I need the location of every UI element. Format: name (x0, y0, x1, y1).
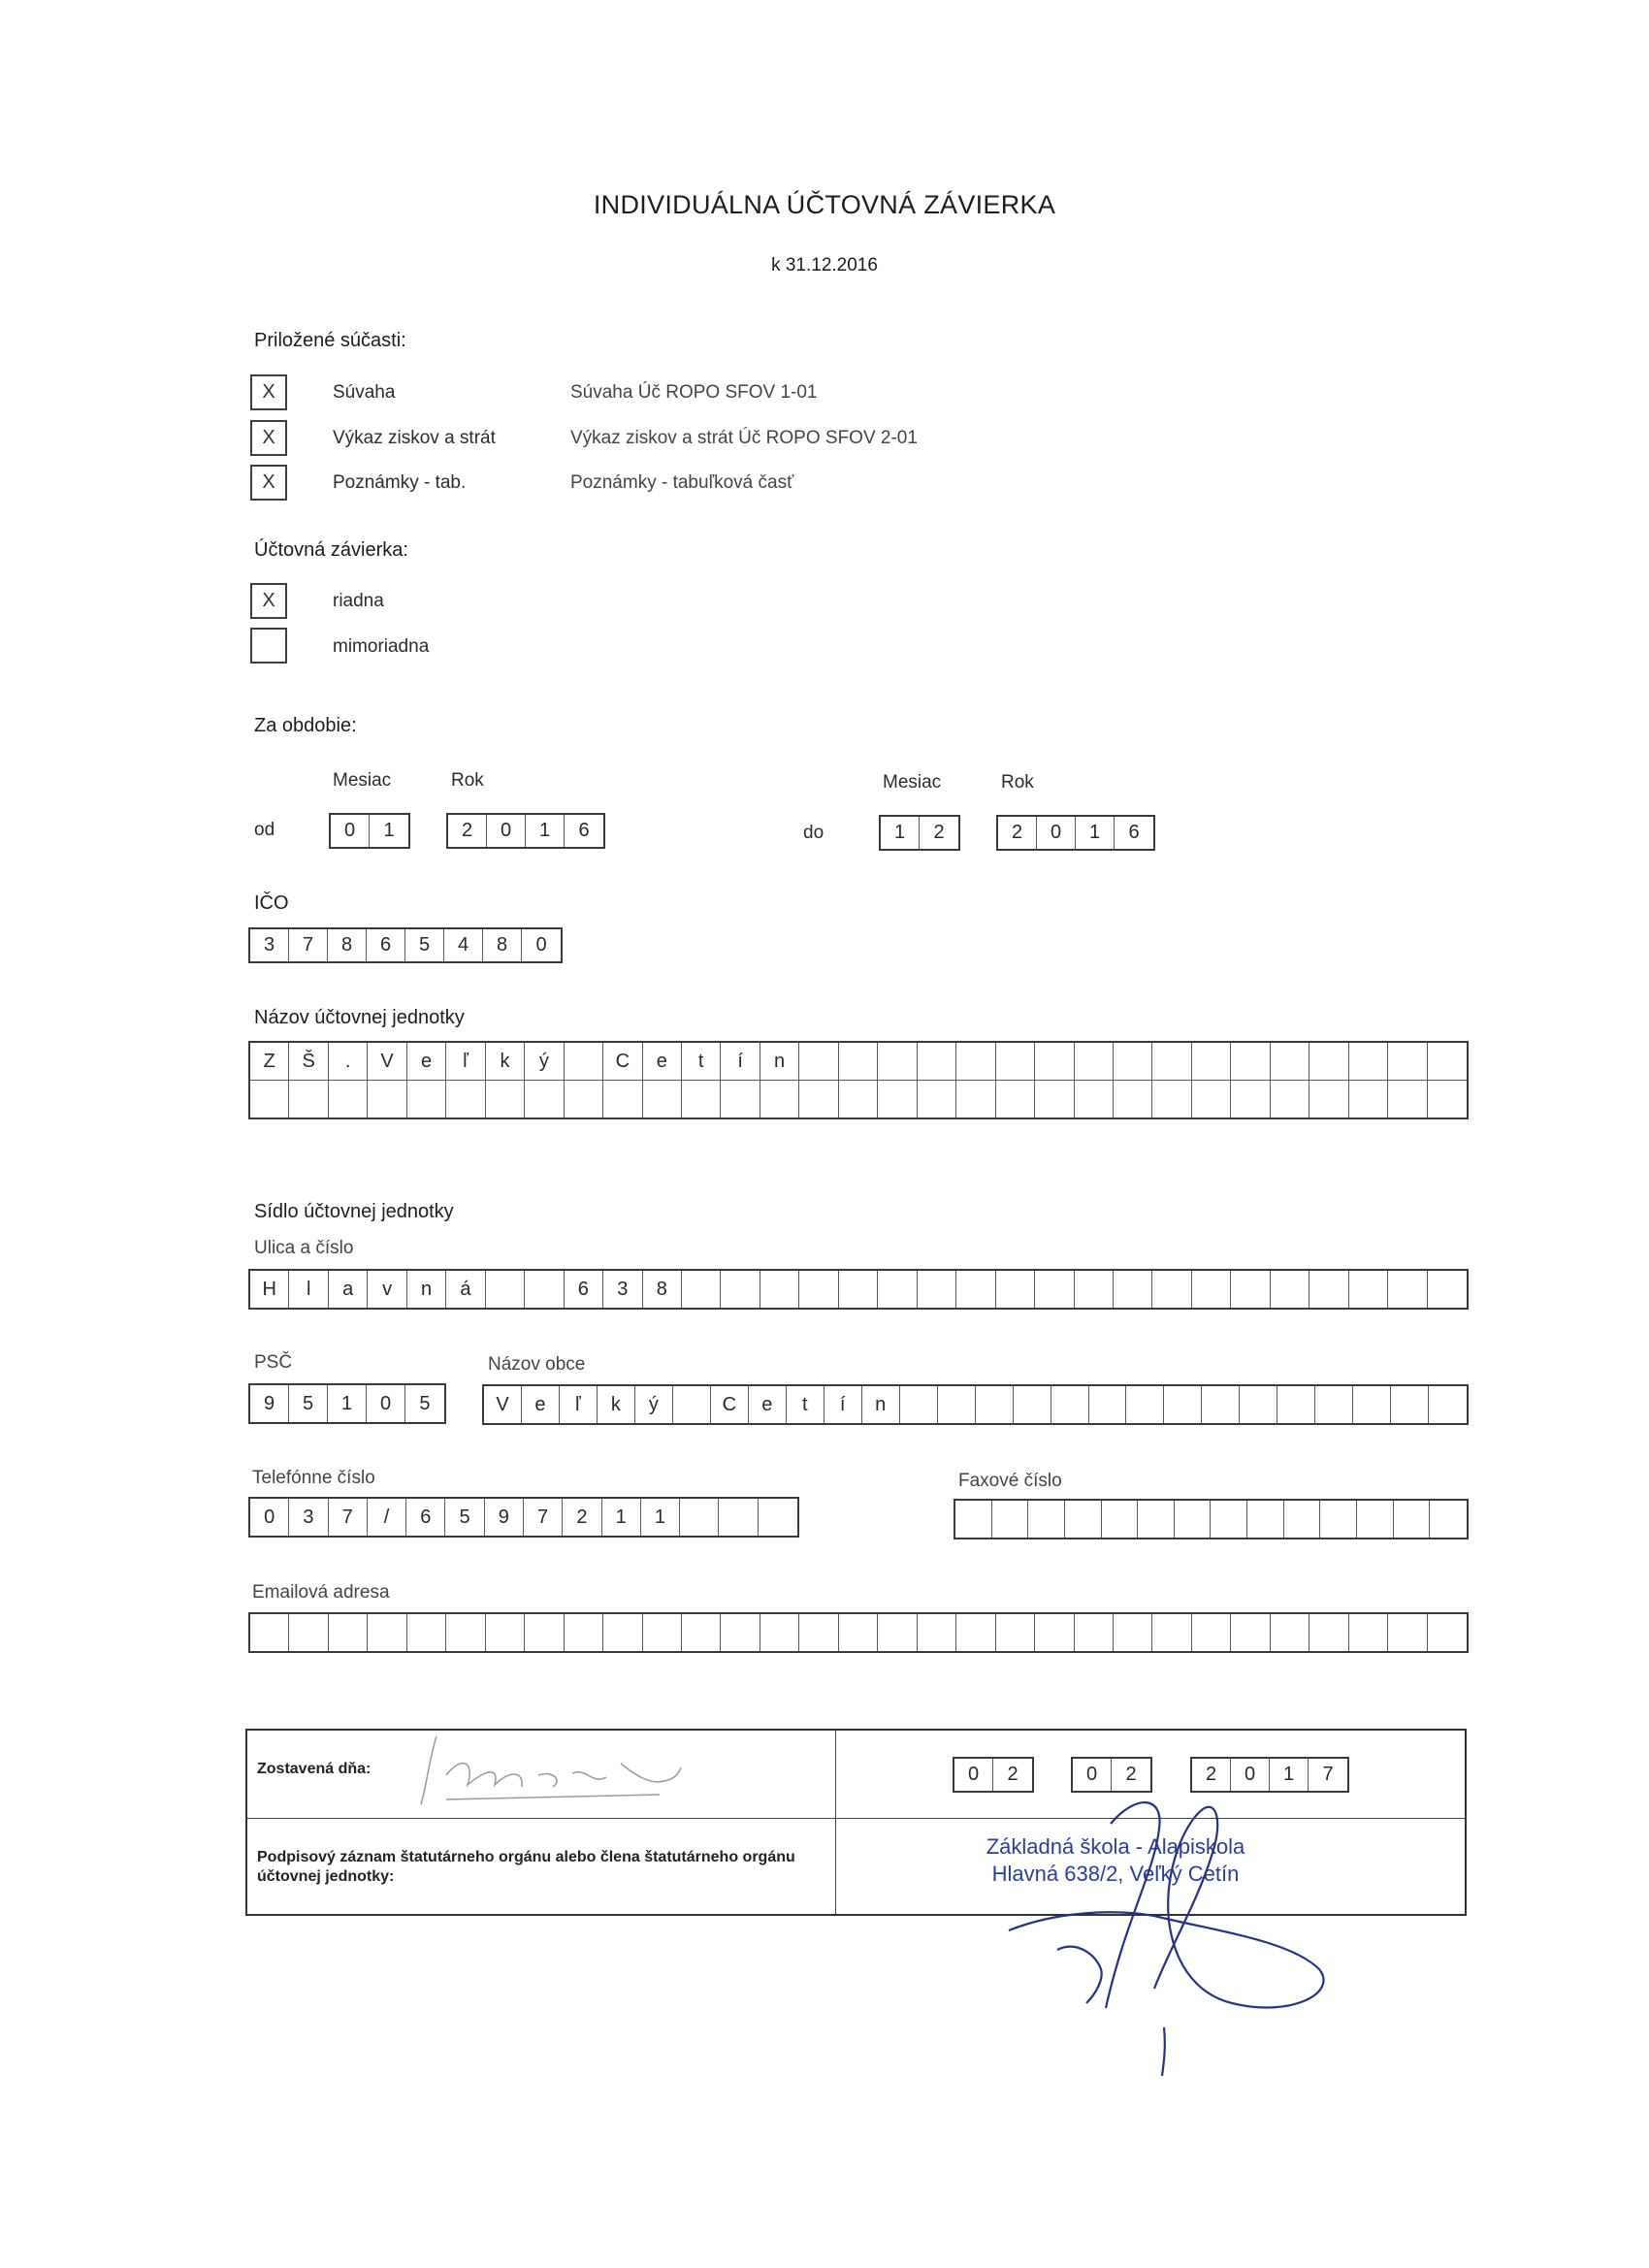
char-cell (1310, 1614, 1348, 1651)
char-cell (1428, 1614, 1467, 1651)
char-cell: í (824, 1386, 862, 1423)
street-field[interactable] (248, 1269, 1469, 1310)
char-cell: 5 (445, 1499, 484, 1536)
char-cell: e (522, 1386, 560, 1423)
char-cell (955, 1501, 992, 1538)
char-cell (565, 1614, 603, 1651)
char-cell (976, 1386, 1014, 1423)
char-cell (760, 1614, 799, 1651)
signature-record-label: Podpisový záznam štatutárneho orgánu alebo člena štatutárneho orgánu účtovnej jednotky: (257, 1849, 795, 1885)
char-cell: í (721, 1043, 760, 1080)
char-cell: 0 (487, 815, 526, 847)
char-cell (1247, 1501, 1284, 1538)
char-cell (1240, 1386, 1277, 1423)
char-cell (486, 1271, 525, 1308)
attachments-label: Priložené súčasti: (254, 330, 406, 351)
char-cell (1051, 1386, 1089, 1423)
char-cell (878, 1614, 917, 1651)
to-month-label: Mesiac (883, 772, 942, 793)
char-cell (1035, 1614, 1074, 1651)
char-cell (680, 1499, 719, 1536)
checkbox-vykaz[interactable]: X (250, 420, 287, 456)
char-cell (1394, 1501, 1431, 1538)
char-cell (329, 1081, 368, 1118)
checkbox-mimoriadna[interactable] (250, 628, 287, 664)
char-cell: 6 (578, 820, 590, 841)
char-cell (1114, 1614, 1152, 1651)
char-cell (996, 1271, 1035, 1308)
char-cell (799, 1271, 838, 1308)
char-cell (900, 1386, 938, 1423)
char-cell: 4 (444, 929, 483, 961)
char-cell: 0 (954, 1759, 993, 1791)
char-cell (1310, 1081, 1348, 1118)
char-cell: 2 (1192, 1759, 1231, 1791)
char-cell: e (643, 1043, 682, 1080)
char-cell (1126, 1386, 1164, 1423)
char-cell: n (407, 1271, 446, 1308)
char-cell (407, 1614, 446, 1651)
char-cell (799, 1614, 838, 1651)
char-cell: 3 (250, 929, 289, 961)
char-cell: t (682, 1043, 721, 1080)
char-cell (956, 1271, 995, 1308)
char-cell (760, 1271, 799, 1308)
char-cell (407, 1081, 446, 1118)
char-cell (1271, 1614, 1310, 1651)
char-cell (759, 1499, 797, 1536)
char-cell (603, 1081, 642, 1118)
char-cell (1035, 1271, 1074, 1308)
attachment-name: Výkaz ziskov a strát (333, 428, 496, 448)
char-cell (1075, 1271, 1114, 1308)
char-cell (721, 1271, 760, 1308)
psc-label: PSČ (254, 1352, 293, 1373)
char-cell (1388, 1081, 1427, 1118)
char-cell (682, 1081, 721, 1118)
char-cell: 2 (933, 822, 945, 843)
char-cell (1315, 1386, 1353, 1423)
char-cell: 0 (367, 1385, 405, 1422)
compiler-signature (407, 1717, 698, 1824)
char-cell (799, 1043, 838, 1080)
char-cell: / (368, 1499, 406, 1536)
char-cell: 0 (1037, 817, 1076, 849)
statutory-signature (999, 1785, 1358, 2076)
phone-field[interactable] (248, 1497, 799, 1538)
char-cell (839, 1271, 878, 1308)
char-cell: 7 (524, 1499, 563, 1536)
from-year-field[interactable] (446, 813, 605, 849)
char-cell (1152, 1271, 1191, 1308)
char-cell (918, 1081, 956, 1118)
char-cell: 2 (998, 817, 1037, 849)
char-cell (956, 1614, 995, 1651)
char-cell (1231, 1271, 1270, 1308)
char-cell: 9 (485, 1499, 524, 1536)
seat-label: Sídlo účtovnej jednotky (254, 1201, 454, 1222)
char-cell: 2 (448, 815, 487, 847)
char-cell: C (603, 1043, 642, 1080)
char-cell (368, 1081, 406, 1118)
char-cell (1075, 1043, 1114, 1080)
char-cell (603, 1614, 642, 1651)
char-cell (1349, 1043, 1388, 1080)
attachment-desc: Súvaha Úč ROPO SFOV 1-01 (570, 382, 818, 403)
char-cell: 1 (526, 815, 565, 847)
char-cell (1138, 1501, 1175, 1538)
email-field[interactable] (248, 1612, 1469, 1653)
char-cell (1310, 1043, 1348, 1080)
entity-name-field[interactable] (248, 1041, 1469, 1119)
char-cell (878, 1043, 917, 1080)
char-cell: 0 (331, 815, 370, 847)
char-cell: e (749, 1386, 787, 1423)
to-year-label: Rok (1001, 772, 1034, 793)
char-cell (673, 1386, 711, 1423)
char-cell: 6 (367, 929, 405, 961)
char-cell (1388, 1043, 1427, 1080)
char-cell (368, 1614, 406, 1651)
char-cell (760, 1081, 799, 1118)
char-cell (721, 1614, 760, 1651)
ico-label: IČO (254, 892, 289, 914)
char-cell (486, 1081, 525, 1118)
char-cell: 1 (641, 1499, 680, 1536)
char-cell (1428, 1081, 1467, 1118)
char-cell: V (368, 1043, 406, 1080)
char-cell (878, 1271, 917, 1308)
char-cell (1277, 1386, 1315, 1423)
char-cell (1164, 1386, 1202, 1423)
char-cell (1429, 1386, 1467, 1423)
phone-label: Telefónne číslo (252, 1468, 375, 1488)
char-cell (1114, 1271, 1152, 1308)
document-date: k 31.12.2016 (771, 255, 878, 275)
char-cell (1192, 1614, 1231, 1651)
period-label: Za obdobie: (254, 715, 357, 736)
char-cell: 2 (1125, 1764, 1137, 1785)
char-cell (1089, 1386, 1127, 1423)
char-cell: á (446, 1271, 485, 1308)
char-cell: H (250, 1271, 289, 1308)
char-cell (525, 1081, 564, 1118)
char-cell: 0 (535, 934, 547, 956)
checkbox-riadna[interactable]: X (250, 583, 287, 619)
char-cell: n (862, 1386, 900, 1423)
char-cell: Š (289, 1043, 328, 1080)
char-cell (996, 1081, 1035, 1118)
char-cell: 5 (419, 1393, 431, 1414)
char-cell (839, 1043, 878, 1080)
char-cell: Z (250, 1043, 289, 1080)
char-cell (1152, 1081, 1191, 1118)
entity-name-label: Názov účtovnej jednotky (254, 1007, 465, 1028)
char-cell (1357, 1501, 1394, 1538)
attachment-name: Poznámky - tab. (333, 472, 467, 493)
char-cell: 1 (602, 1499, 641, 1536)
stamp-line: Základná škola - Alapiskola (986, 1834, 1245, 1859)
char-cell: 8 (483, 929, 522, 961)
char-cell: k (486, 1043, 525, 1080)
char-cell (719, 1499, 758, 1536)
char-cell (1114, 1081, 1152, 1118)
char-cell (1349, 1271, 1388, 1308)
from-label: od (254, 820, 275, 840)
attachment-desc: Výkaz ziskov a strát Úč ROPO SFOV 2-01 (570, 428, 918, 448)
char-cell (1388, 1614, 1427, 1651)
char-cell (1284, 1501, 1321, 1538)
char-cell: 1 (1270, 1759, 1309, 1791)
char-cell: ľ (446, 1043, 485, 1080)
char-cell (329, 1614, 368, 1651)
char-cell (839, 1614, 878, 1651)
option-mimoriadna: mimoriadna (333, 636, 430, 657)
char-cell (1075, 1614, 1114, 1651)
char-cell (996, 1043, 1035, 1080)
char-cell (1353, 1386, 1391, 1423)
char-cell: 6 (406, 1499, 445, 1536)
document-title: INDIVIDUÁLNA ÚČTOVNÁ ZÁVIERKA (593, 190, 1056, 219)
char-cell (289, 1614, 328, 1651)
char-cell (996, 1614, 1035, 1651)
checkbox-suvaha[interactable]: X (250, 374, 287, 410)
char-cell (446, 1081, 485, 1118)
char-cell (1349, 1614, 1388, 1651)
char-cell (1271, 1043, 1310, 1080)
ico-field[interactable] (248, 927, 563, 963)
char-cell: l (289, 1271, 328, 1308)
char-cell (918, 1614, 956, 1651)
char-cell (1035, 1081, 1074, 1118)
attachment-name: Súvaha (333, 382, 396, 403)
char-cell (1102, 1501, 1139, 1538)
char-cell (565, 1081, 603, 1118)
char-cell: ý (635, 1386, 673, 1423)
from-month-label: Mesiac (333, 770, 392, 791)
fax-field[interactable] (954, 1499, 1469, 1539)
char-cell: 5 (405, 929, 444, 961)
attachment-desc: Poznámky - tabuľková časť (570, 472, 794, 493)
char-cell (956, 1043, 995, 1080)
stamp-line: Hlavná 638/2, Veľký Cetín (991, 1862, 1240, 1886)
street-label: Ulica a číslo (254, 1238, 354, 1258)
to-label: do (803, 823, 824, 843)
char-cell (525, 1614, 564, 1651)
char-cell (1320, 1501, 1357, 1538)
char-cell: 0 (1231, 1759, 1270, 1791)
char-cell (1231, 1614, 1270, 1651)
char-cell (839, 1081, 878, 1118)
char-cell (486, 1614, 525, 1651)
char-cell: 0 (1073, 1759, 1112, 1791)
char-cell (250, 1081, 289, 1118)
to-month-field[interactable] (879, 815, 960, 851)
char-cell: 9 (250, 1385, 289, 1422)
char-cell (918, 1271, 956, 1308)
char-cell: 2 (1007, 1764, 1018, 1785)
char-cell (1175, 1501, 1212, 1538)
char-cell (1349, 1081, 1388, 1118)
char-cell: 1 (383, 820, 395, 841)
char-cell (525, 1271, 564, 1308)
city-label: Názov obce (488, 1354, 586, 1375)
char-cell (721, 1081, 760, 1118)
checkbox-poznamky[interactable]: X (250, 465, 287, 501)
char-cell: 8 (643, 1271, 682, 1308)
char-cell (1065, 1501, 1102, 1538)
char-cell: a (329, 1271, 368, 1308)
char-cell: 1 (1076, 817, 1115, 849)
char-cell: 8 (328, 929, 367, 961)
char-cell (1231, 1081, 1270, 1118)
char-cell (1271, 1081, 1310, 1118)
char-cell: 6 (565, 1271, 603, 1308)
char-cell: e (407, 1043, 446, 1080)
char-cell (938, 1386, 976, 1423)
char-cell (1430, 1501, 1467, 1538)
char-cell (1428, 1271, 1467, 1308)
char-cell (1211, 1501, 1247, 1538)
char-cell (643, 1614, 682, 1651)
char-cell (1014, 1386, 1051, 1423)
psc-field[interactable] (248, 1383, 446, 1424)
char-cell (1028, 1501, 1065, 1538)
char-cell (250, 1614, 289, 1651)
char-cell: 5 (289, 1385, 328, 1422)
char-cell (1114, 1043, 1152, 1080)
char-cell (289, 1081, 328, 1118)
char-cell (1271, 1271, 1310, 1308)
from-year-label: Rok (451, 770, 484, 791)
closing-label: Účtovná závierka: (254, 539, 408, 561)
char-cell (1310, 1271, 1348, 1308)
email-label: Emailová adresa (252, 1582, 390, 1603)
char-cell: ý (525, 1043, 564, 1080)
char-cell (1192, 1081, 1231, 1118)
char-cell (1152, 1614, 1191, 1651)
char-cell: v (368, 1271, 406, 1308)
char-cell: . (329, 1043, 368, 1080)
char-cell (1202, 1386, 1240, 1423)
char-cell: t (787, 1386, 824, 1423)
char-cell (918, 1043, 956, 1080)
char-cell (1231, 1043, 1270, 1080)
char-cell (682, 1271, 721, 1308)
char-cell: 3 (603, 1271, 642, 1308)
char-cell: V (484, 1386, 522, 1423)
char-cell (446, 1614, 485, 1651)
to-year-field[interactable] (996, 815, 1155, 851)
char-cell (1075, 1081, 1114, 1118)
char-cell: 3 (289, 1499, 328, 1536)
char-cell (1428, 1043, 1467, 1080)
char-cell: 6 (1128, 822, 1140, 843)
char-cell: ľ (560, 1386, 598, 1423)
char-cell (643, 1081, 682, 1118)
char-cell (1192, 1271, 1231, 1308)
char-cell: 1 (328, 1385, 367, 1422)
char-cell: n (760, 1043, 799, 1080)
char-cell (565, 1043, 603, 1080)
char-cell: C (711, 1386, 749, 1423)
fax-label: Faxové číslo (958, 1471, 1062, 1491)
char-cell (956, 1081, 995, 1118)
char-cell (1035, 1043, 1074, 1080)
char-cell (1152, 1043, 1191, 1080)
char-cell (1388, 1271, 1427, 1308)
char-cell (1192, 1043, 1231, 1080)
from-month-field[interactable] (329, 813, 410, 849)
city-field[interactable] (482, 1384, 1469, 1425)
char-cell: k (598, 1386, 635, 1423)
char-cell (878, 1081, 917, 1118)
option-riadna: riadna (333, 591, 384, 611)
char-cell (799, 1081, 838, 1118)
char-cell: 2 (563, 1499, 601, 1536)
char-cell (992, 1501, 1029, 1538)
char-cell (682, 1614, 721, 1651)
compiled-date-label: Zostavená dňa: (257, 1761, 372, 1777)
char-cell: 1 (881, 817, 920, 849)
char-cell: 7 (1322, 1764, 1334, 1785)
char-cell: 7 (329, 1499, 368, 1536)
char-cell: 7 (289, 929, 328, 961)
char-cell: 0 (250, 1499, 289, 1536)
char-cell (1391, 1386, 1429, 1423)
